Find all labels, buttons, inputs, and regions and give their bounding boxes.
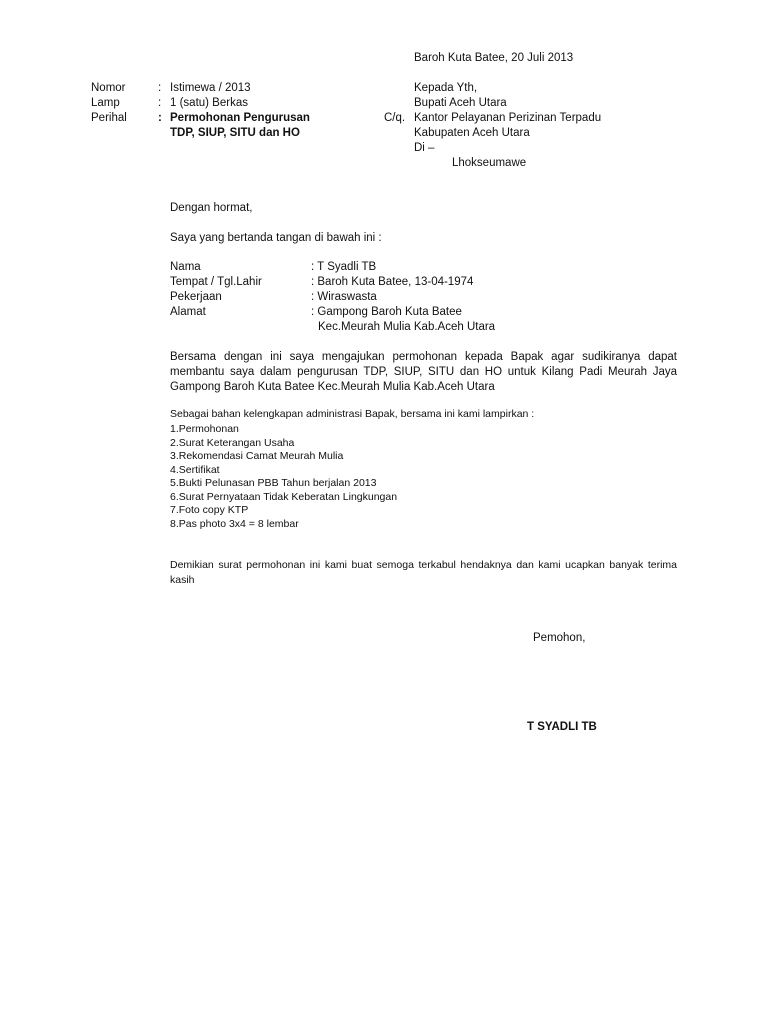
lamp-value: 1 (satu) Berkas [170, 97, 248, 109]
nomor-label: Nomor [91, 82, 126, 94]
perihal-separator: : [158, 112, 162, 124]
attachment-item: 3.Rekomendasi Camat Meurah Mulia [170, 450, 344, 462]
attachment-item: 1.Permohonan [170, 423, 239, 435]
alamat-label: Alamat [170, 306, 206, 318]
greeting: Dengan hormat, [170, 202, 253, 214]
attachment-item: 2.Surat Keterangan Usaha [170, 436, 295, 449]
nomor-separator: : [158, 82, 162, 94]
intro-line: Saya yang bertanda tangan di bawah ini : [170, 232, 382, 244]
attachment-item: 8.Pas photo 3x4 = 8 lembar [170, 517, 299, 530]
place-date: Baroh Kuta Batee, 20 Juli 2013 [414, 52, 574, 64]
recipient-line-4: Kabupaten Aceh Utara [414, 127, 530, 139]
perihal-line-2: TDP, SIUP, SITU dan HO [170, 127, 300, 139]
lamp-label: Lamp [91, 97, 120, 109]
attachment-item: 7.Foto copy KTP [170, 504, 249, 516]
attachment-item: 6.Surat Pernyataan Tidak Keberatan Lingkungan [170, 490, 398, 503]
recipient-cq: C/q. [384, 112, 406, 124]
nama-label: Nama [170, 261, 201, 273]
attachments-list [170, 423, 397, 531]
signature-role: Pemohon, [533, 632, 586, 644]
signature-name: T SYADLI TB [527, 721, 597, 733]
ttl-label: Tempat / Tgl.Lahir [170, 276, 262, 288]
recipient-city: Lhokseumawe [452, 157, 527, 169]
attachment-item: 4.Sertifikat [170, 463, 220, 476]
recipient-line-5: Di – [414, 142, 435, 154]
body-paragraph: Bersama dengan ini saya mengajukan permohonan kepada Bapak agar sudikiranya dapat membantu saya dalam pengurusan TDP, SIUP, SITU dan HO untuk Kilang Padi Meurah Jaya Gampong Baroh Kuta Batee Kec.Meurah Mulia Kab.Aceh Utara [170, 351, 677, 393]
lamp-separator: : [158, 97, 162, 109]
nama-value: : T Syadli TB [311, 261, 377, 273]
closing-paragraph: Demikian surat permohonan ini kami buat semoga terkabul hendaknya dan kami ucapkan banyak terima kasih [170, 559, 677, 586]
alamat-value-2: Kec.Meurah Mulia Kab.Aceh Utara [318, 321, 496, 333]
attachment-item: 5.Bukti Pelunasan PBB Tahun berjalan 2013 [170, 477, 377, 489]
ttl-value: : Baroh Kuta Batee, 13-04-1974 [311, 276, 474, 288]
perihal-label: Perihal [91, 112, 127, 124]
recipient-line-1: Kepada Yth, [414, 82, 478, 94]
attachments-intro: Sebagai bahan kelengkapan administrasi Bapak, bersama ini kami lampirkan : [170, 408, 535, 420]
pekerjaan-value: : Wiraswasta [311, 291, 377, 303]
alamat-value-1: : Gampong Baroh Kuta Batee [311, 306, 462, 318]
perihal-line-1: Permohonan Pengurusan [170, 112, 310, 124]
recipient-line-2: Bupati Aceh Utara [414, 97, 507, 109]
pekerjaan-label: Pekerjaan [170, 291, 222, 303]
nomor-value: Istimewa / 2013 [170, 82, 251, 94]
recipient-line-3: Kantor Pelayanan Perizinan Terpadu [414, 112, 602, 124]
